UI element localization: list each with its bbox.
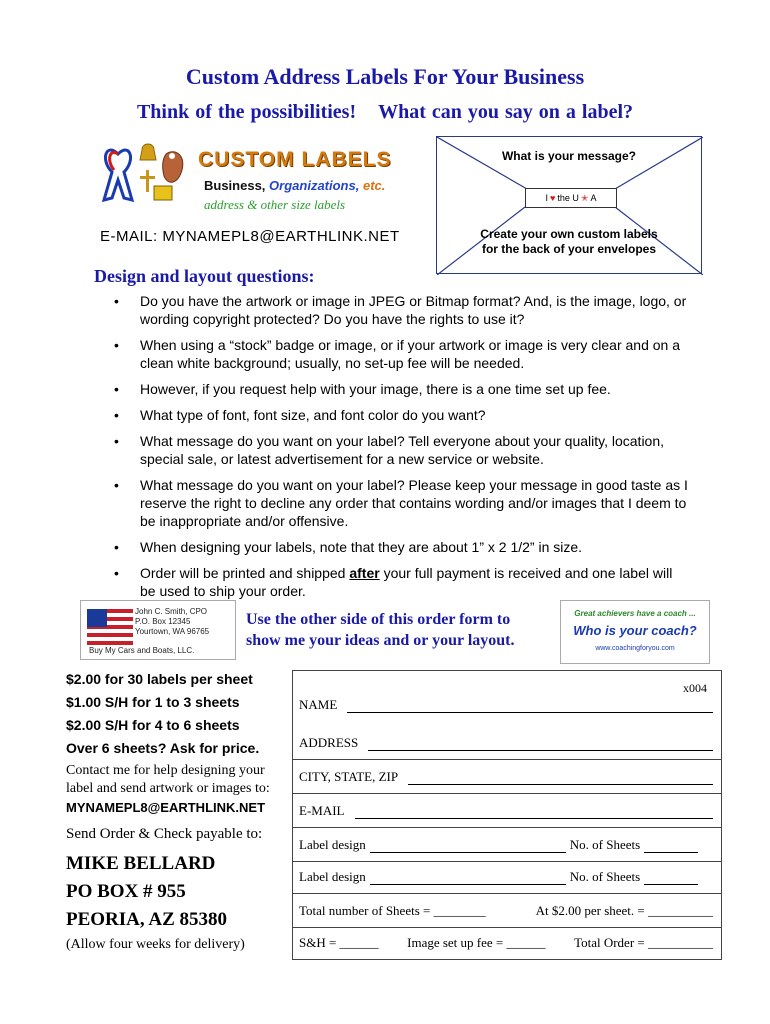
sh-field[interactable]: S&H = ______	[299, 935, 379, 950]
bullet-text-emphasis: after	[349, 565, 380, 581]
payee-po-box: PO BOX # 955	[66, 881, 186, 902]
total-order-field[interactable]: Total Order = __________	[574, 935, 713, 950]
name-field-row	[299, 697, 713, 713]
logo-subtag: address & other size labels	[204, 197, 346, 212]
mailing-address	[66, 850, 227, 934]
no-sheets-label: No. of Sheets	[569, 837, 641, 852]
biz-line: John C. Smith, CPO	[135, 607, 208, 616]
business-label-address	[135, 607, 209, 637]
logo-word-etc: etc.	[362, 178, 386, 193]
heart-icon: ♥	[550, 193, 556, 203]
price-line: $2.00 S/H for 4 to 6 sheets	[66, 717, 240, 733]
stamp-text-the-u: the U	[557, 193, 579, 203]
logo-graphics-icon	[96, 140, 196, 220]
pricing-list	[66, 668, 259, 760]
email-field[interactable]	[355, 806, 714, 819]
divider	[293, 827, 721, 828]
design-question-list	[110, 292, 690, 608]
total-sheets-field[interactable]: Total number of Sheets = ________	[299, 903, 486, 918]
page-title: Custom Address Labels For Your Business	[185, 64, 585, 89]
logo-tagline	[204, 178, 385, 193]
address-field-row	[299, 735, 713, 751]
label-design-label: Label design	[299, 837, 366, 852]
envelope-stamp	[525, 188, 617, 208]
coach-line3: www.coachingforyou.com	[595, 645, 675, 652]
contact-note: Contact me for help designing your label and send artwork or images to:	[66, 763, 270, 796]
logo-title: CUSTOM LABELS	[198, 148, 392, 171]
list-item: • Do you have the artwork or image in JPEG or Bitmap format? And, is the image, logo, or wording copyright protected? Do you have the rights to use it?	[110, 292, 690, 328]
price-line: Over 6 sheets? Ask for price.	[66, 740, 260, 756]
biz-line: P.O. Box 12345	[135, 617, 191, 626]
stamp-text-a: A	[590, 193, 597, 203]
coach-line2: Who is your coach?	[573, 623, 697, 638]
star-icon: ✭	[580, 192, 589, 203]
divider	[293, 793, 721, 794]
price-line: $2.00 for 30 labels per sheet	[66, 671, 253, 687]
subtitle	[0, 101, 770, 124]
total-sheets-row	[299, 903, 713, 919]
envelope-caption	[437, 227, 701, 257]
list-item: • What type of font, font size, and font color do you want?	[110, 406, 690, 424]
divider	[293, 861, 721, 862]
city-state-zip-field[interactable]	[408, 772, 713, 785]
envelope-message: What is your message?	[501, 149, 637, 163]
sample-coach-label	[560, 600, 710, 664]
envelope-graphic	[436, 136, 702, 274]
logo-word-organizations: Organizations,	[269, 178, 360, 193]
label-design-field[interactable]	[370, 872, 566, 885]
subtitle-right: What can you say on a label?	[378, 101, 634, 123]
name-field[interactable]	[347, 700, 713, 713]
sample-business-label	[80, 600, 236, 660]
setup-fee-field[interactable]: Image set up fee = ______	[407, 935, 546, 950]
label-design-field[interactable]	[370, 840, 566, 853]
label-design-row-2	[299, 869, 713, 885]
price-line: $1.00 S/H for 1 to 3 sheets	[66, 694, 240, 710]
divider	[293, 927, 721, 928]
logo-word-business: Business,	[204, 178, 266, 193]
us-flag-icon	[87, 609, 133, 645]
email-header: E-MAIL: MYNAMEPL8@EARTHLINK.NET	[100, 228, 400, 245]
list-item: • What message do you want on your label? Tell everyone about your quality, location, special sale, or latest advertisement for a new service or website.	[110, 432, 690, 468]
address-label: ADDRESS	[299, 735, 359, 750]
form-code: x004	[683, 681, 707, 695]
email-label: E-MAIL	[299, 803, 345, 818]
totals-row	[299, 935, 713, 951]
send-order-label: Send Order & Check payable to:	[66, 826, 263, 842]
payee-name: MIKE BELLARD	[66, 853, 216, 874]
divider	[293, 759, 721, 760]
city-label: CITY, STATE, ZIP	[299, 769, 399, 784]
coach-line1: Great achievers have a coach ...	[574, 609, 696, 618]
order-form	[292, 670, 722, 960]
delivery-note: (Allow four weeks for delivery)	[66, 937, 245, 952]
no-sheets-label: No. of Sheets	[569, 869, 641, 884]
biz-line: Yourtown, WA 96765	[135, 627, 210, 636]
envelope-caption-line2: for the back of your envelopes	[481, 242, 657, 256]
list-item	[110, 564, 690, 600]
label-design-label: Label design	[299, 869, 366, 884]
address-field[interactable]	[368, 738, 713, 751]
price-per-sheet-field[interactable]: At $2.00 per sheet. = __________	[535, 903, 713, 918]
email-field-row	[299, 803, 713, 819]
list-item: • When designing your labels, note that they are about 1” x 2 1/2” in size.	[110, 538, 690, 556]
business-label-tagline: Buy My Cars and Boats, LLC.	[89, 646, 195, 655]
payee-city: PEORIA, AZ 85380	[66, 909, 227, 930]
no-sheets-field[interactable]	[644, 872, 698, 885]
stamp-text-i: I	[545, 193, 549, 203]
other-side-note: Use the other side of this order form to show me your ideas and or your layout.	[246, 611, 515, 649]
city-field-row	[299, 769, 713, 785]
list-item: • When using a “stock” badge or image, or if your artwork or image is very clear and on a clean white background; usually, no set-up fee will be needed.	[110, 336, 690, 372]
divider	[293, 893, 721, 894]
name-label: NAME	[299, 697, 338, 712]
contact-email: MYNAMEPL8@EARTHLINK.NET	[66, 800, 266, 815]
no-sheets-field[interactable]	[644, 840, 698, 853]
design-heading: Design and layout questions:	[94, 266, 315, 286]
bullet-text-pre: Order will be printed and shipped	[140, 565, 350, 581]
envelope-caption-line1: Create your own custom labels	[480, 227, 658, 241]
label-design-row-1	[299, 837, 713, 853]
list-item: • What message do you want on your label? Please keep your message in good taste as I reserve the right to decline any order that contains wording and/or images that I deem to be inappropriate and/or offensive.	[110, 476, 690, 530]
list-item: • However, if you request help with your image, there is a one time set up fee.	[110, 380, 690, 398]
subtitle-left: Think of the possibilities!	[136, 101, 357, 123]
bullet-text-post: your full payment is received and one label will be used to ship your order.	[140, 565, 673, 599]
